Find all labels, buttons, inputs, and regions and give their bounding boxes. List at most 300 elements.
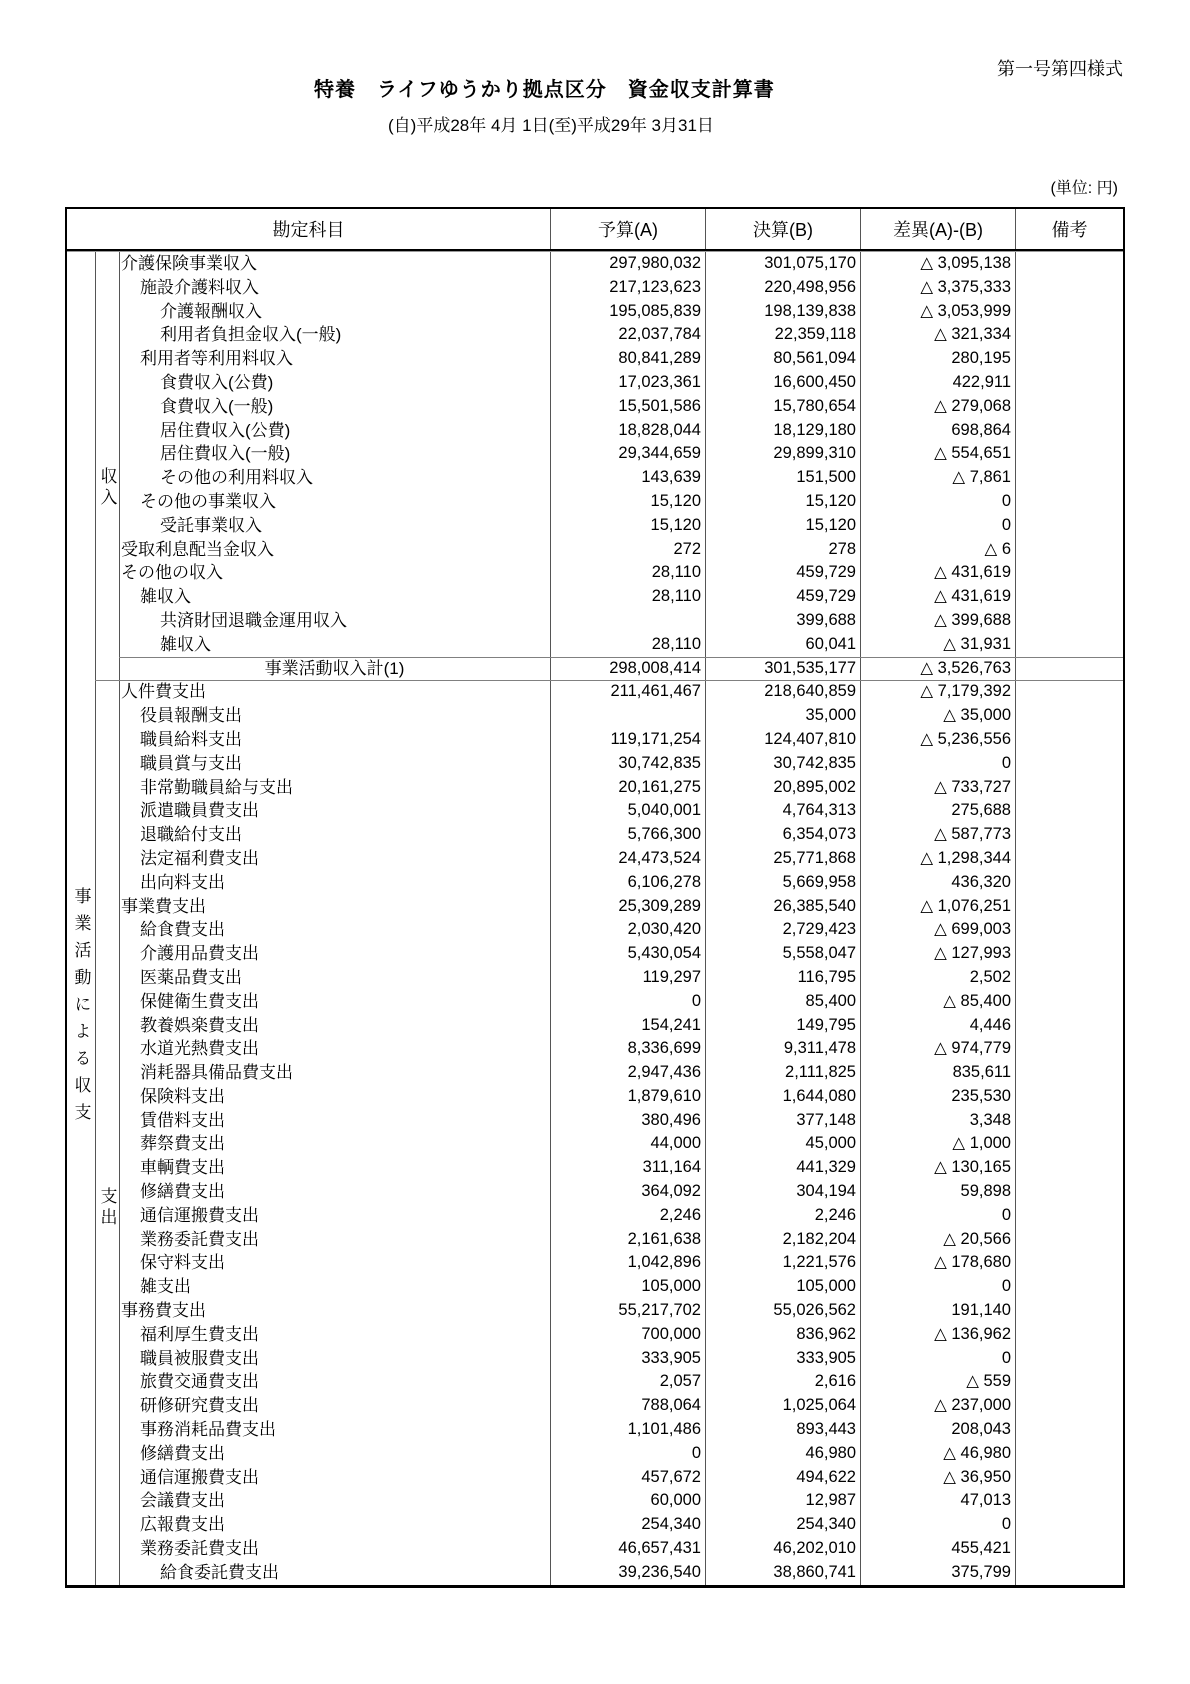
difference-cell: △ 7,179,392 — [861, 680, 1016, 704]
difference-cell: △ 6 — [861, 538, 1016, 562]
budget-cell: 1,101,486 — [551, 1418, 706, 1442]
account-cell: 事業費支出 — [119, 895, 551, 919]
table-header-row — [67, 209, 1123, 251]
table-row — [67, 514, 1123, 538]
budget-cell: 29,344,659 — [551, 442, 706, 466]
col-header-actual: 決算(B) — [706, 209, 861, 249]
remarks-cell — [1016, 419, 1123, 443]
remarks-cell — [1016, 871, 1123, 895]
account-cell: 利用者等利用料収入 — [119, 347, 551, 371]
budget-cell: 119,171,254 — [551, 728, 706, 752]
budget-cell: 15,120 — [551, 490, 706, 514]
remarks-cell — [1016, 966, 1123, 990]
remarks-cell — [1016, 1442, 1123, 1466]
actual-cell: 85,400 — [706, 990, 861, 1014]
actual-cell: 15,120 — [706, 514, 861, 538]
table-row — [67, 466, 1123, 490]
table-row — [67, 1132, 1123, 1156]
difference-cell: △ 3,375,333 — [861, 276, 1016, 300]
budget-cell: 15,501,586 — [551, 395, 706, 419]
difference-cell: 235,530 — [861, 1085, 1016, 1109]
actual-cell: 301,075,170 — [706, 252, 861, 276]
difference-cell: △ 974,779 — [861, 1037, 1016, 1061]
account-cell: 修繕費支出 — [119, 1442, 551, 1466]
account-cell: 研修研究費支出 — [119, 1394, 551, 1418]
budget-cell: 60,000 — [551, 1489, 706, 1513]
table-row — [67, 633, 1123, 657]
difference-cell: 0 — [861, 1204, 1016, 1228]
account-cell: 介護用品費支出 — [119, 942, 551, 966]
actual-cell: 5,558,047 — [706, 942, 861, 966]
actual-cell: 80,561,094 — [706, 347, 861, 371]
table-row — [67, 347, 1123, 371]
remarks-cell — [1016, 1561, 1123, 1585]
account-cell: 受取利息配当金収入 — [119, 538, 551, 562]
account-cell: 車輌費支出 — [119, 1156, 551, 1180]
difference-cell: △ 1,298,344 — [861, 847, 1016, 871]
table-row — [67, 490, 1123, 514]
budget-cell: 311,164 — [551, 1156, 706, 1180]
difference-cell: 208,043 — [861, 1418, 1016, 1442]
table-row — [67, 823, 1123, 847]
table-row — [67, 561, 1123, 585]
table-row — [67, 609, 1123, 633]
remarks-cell — [1016, 561, 1123, 585]
remarks-cell — [1016, 1513, 1123, 1537]
report-period: (自)平成28年 4月 1日(至)平成29年 3月31日 — [388, 116, 714, 135]
budget-cell: 0 — [551, 1442, 706, 1466]
budget-cell: 30,742,835 — [551, 752, 706, 776]
account-cell: 事業活動収入計(1) — [119, 657, 551, 681]
account-cell: 受託事業収入 — [119, 514, 551, 538]
difference-cell: 375,799 — [861, 1561, 1016, 1585]
budget-cell: 25,309,289 — [551, 895, 706, 919]
table-row — [67, 1061, 1123, 1085]
account-cell: 食費収入(一般) — [119, 395, 551, 419]
table-row — [67, 1037, 1123, 1061]
remarks-cell — [1016, 823, 1123, 847]
remarks-cell — [1016, 1156, 1123, 1180]
actual-cell: 2,182,204 — [706, 1228, 861, 1252]
budget-cell — [551, 609, 706, 633]
difference-cell: 47,013 — [861, 1489, 1016, 1513]
remarks-cell — [1016, 1299, 1123, 1323]
difference-cell: 436,320 — [861, 871, 1016, 895]
actual-cell: 198,139,838 — [706, 300, 861, 324]
col-header-budget: 予算(A) — [551, 209, 706, 249]
difference-cell: △ 85,400 — [861, 990, 1016, 1014]
remarks-cell — [1016, 1228, 1123, 1252]
table-row — [67, 990, 1123, 1014]
account-cell: 職員賞与支出 — [119, 752, 551, 776]
actual-cell: 441,329 — [706, 1156, 861, 1180]
table-row — [67, 1442, 1123, 1466]
actual-cell: 6,354,073 — [706, 823, 861, 847]
actual-cell: 30,742,835 — [706, 752, 861, 776]
table-row — [67, 1513, 1123, 1537]
remarks-cell — [1016, 895, 1123, 919]
table-row — [67, 538, 1123, 562]
budget-cell: 55,217,702 — [551, 1299, 706, 1323]
budget-cell: 39,236,540 — [551, 1561, 706, 1585]
actual-cell: 45,000 — [706, 1132, 861, 1156]
actual-cell: 15,780,654 — [706, 395, 861, 419]
section-label-expense: 支出 — [97, 1187, 117, 1229]
account-cell: 利用者負担金収入(一般) — [119, 323, 551, 347]
difference-cell: △ 699,003 — [861, 918, 1016, 942]
remarks-cell — [1016, 276, 1123, 300]
budget-cell: 1,879,610 — [551, 1085, 706, 1109]
difference-cell: 59,898 — [861, 1180, 1016, 1204]
table-row — [67, 1347, 1123, 1371]
budget-cell: 217,123,623 — [551, 276, 706, 300]
table-body — [67, 251, 1123, 1585]
remarks-cell — [1016, 1394, 1123, 1418]
table-row — [67, 1323, 1123, 1347]
table-row — [67, 1275, 1123, 1299]
account-cell: 雑収入 — [119, 585, 551, 609]
actual-cell: 149,795 — [706, 1014, 861, 1038]
actual-cell: 151,500 — [706, 466, 861, 490]
remarks-cell — [1016, 371, 1123, 395]
actual-cell: 333,905 — [706, 1347, 861, 1371]
actual-cell: 116,795 — [706, 966, 861, 990]
difference-cell: 0 — [861, 490, 1016, 514]
remarks-cell — [1016, 1466, 1123, 1490]
table-row — [67, 1466, 1123, 1490]
budget-cell: 2,030,420 — [551, 918, 706, 942]
difference-cell: 2,502 — [861, 966, 1016, 990]
difference-cell: △ 1,000 — [861, 1132, 1016, 1156]
budget-cell: 28,110 — [551, 633, 706, 657]
actual-cell: 9,311,478 — [706, 1037, 861, 1061]
budget-cell: 8,336,699 — [551, 1037, 706, 1061]
remarks-cell — [1016, 585, 1123, 609]
remarks-cell — [1016, 323, 1123, 347]
actual-cell: 15,120 — [706, 490, 861, 514]
difference-cell: 0 — [861, 1513, 1016, 1537]
budget-cell: 2,947,436 — [551, 1061, 706, 1085]
remarks-cell — [1016, 728, 1123, 752]
table-row — [67, 1204, 1123, 1228]
table-row — [67, 1085, 1123, 1109]
account-cell: 給食費支出 — [119, 918, 551, 942]
difference-cell: △ 237,000 — [861, 1394, 1016, 1418]
remarks-cell — [1016, 942, 1123, 966]
difference-cell: △ 321,334 — [861, 323, 1016, 347]
actual-cell: 1,025,064 — [706, 1394, 861, 1418]
table-row — [67, 1014, 1123, 1038]
table-row — [67, 585, 1123, 609]
remarks-cell — [1016, 1132, 1123, 1156]
remarks-cell — [1016, 1370, 1123, 1394]
table-row — [67, 871, 1123, 895]
remarks-cell — [1016, 442, 1123, 466]
actual-cell: 301,535,177 — [706, 657, 861, 681]
account-cell: 退職給付支出 — [119, 823, 551, 847]
table-row — [67, 799, 1123, 823]
difference-cell: 0 — [861, 752, 1016, 776]
difference-cell: 698,864 — [861, 419, 1016, 443]
table-row — [67, 371, 1123, 395]
page-title: 特養 ライフゆうかり拠点区分 資金収支計算書 — [314, 79, 775, 101]
col-header-difference: 差異(A)-(B) — [861, 209, 1016, 249]
budget-cell: 2,161,638 — [551, 1228, 706, 1252]
budget-cell: 298,008,414 — [551, 657, 706, 681]
table-row — [67, 657, 1123, 681]
budget-cell: 5,040,001 — [551, 799, 706, 823]
remarks-cell — [1016, 918, 1123, 942]
account-cell: 居住費収入(公費) — [119, 419, 551, 443]
difference-cell: △ 279,068 — [861, 395, 1016, 419]
remarks-cell — [1016, 347, 1123, 371]
remarks-cell — [1016, 1014, 1123, 1038]
table-row — [67, 1251, 1123, 1275]
budget-cell: 2,057 — [551, 1370, 706, 1394]
remarks-cell — [1016, 514, 1123, 538]
section-label-income: 収入 — [97, 467, 117, 509]
difference-cell: △ 587,773 — [861, 823, 1016, 847]
account-cell: 旅費交通費支出 — [119, 1370, 551, 1394]
budget-cell: 457,672 — [551, 1466, 706, 1490]
table-row — [67, 1180, 1123, 1204]
difference-cell: 275,688 — [861, 799, 1016, 823]
account-cell: 広報費支出 — [119, 1513, 551, 1537]
col-header-remarks: 備考 — [1051, 220, 1088, 240]
actual-cell: 399,688 — [706, 609, 861, 633]
account-cell: 賃借料支出 — [119, 1109, 551, 1133]
table-row — [67, 942, 1123, 966]
remarks-cell — [1016, 490, 1123, 514]
account-cell: 通信運搬費支出 — [119, 1466, 551, 1490]
budget-cell: 195,085,839 — [551, 300, 706, 324]
remarks-cell — [1016, 1323, 1123, 1347]
account-cell: 保険料支出 — [119, 1085, 551, 1109]
actual-cell: 278 — [706, 538, 861, 562]
budget-cell: 0 — [551, 990, 706, 1014]
difference-cell: 455,421 — [861, 1537, 1016, 1561]
difference-cell: △ 733,727 — [861, 776, 1016, 800]
account-cell: 雑収入 — [119, 633, 551, 657]
budget-cell — [551, 704, 706, 728]
table-row — [67, 1489, 1123, 1513]
remarks-cell — [1016, 1251, 1123, 1275]
account-cell: 共済財団退職金運用収入 — [119, 609, 551, 633]
table-row — [67, 728, 1123, 752]
budget-cell: 211,461,467 — [551, 680, 706, 704]
table-row — [67, 680, 1123, 704]
remarks-cell — [1016, 1085, 1123, 1109]
difference-cell: 0 — [861, 1347, 1016, 1371]
actual-cell: 18,129,180 — [706, 419, 861, 443]
difference-cell: △ 399,688 — [861, 609, 1016, 633]
remarks-cell — [1016, 395, 1123, 419]
account-cell: 職員給料支出 — [119, 728, 551, 752]
remarks-cell — [1016, 1180, 1123, 1204]
table-row — [67, 1418, 1123, 1442]
account-cell: 介護報酬収入 — [119, 300, 551, 324]
account-cell: 保健衛生費支出 — [119, 990, 551, 1014]
account-cell: 事務費支出 — [119, 1299, 551, 1323]
budget-cell: 20,161,275 — [551, 776, 706, 800]
difference-cell: △ 3,526,763 — [861, 657, 1016, 681]
difference-cell: △ 559 — [861, 1370, 1016, 1394]
actual-cell: 304,194 — [706, 1180, 861, 1204]
remarks-cell — [1016, 990, 1123, 1014]
difference-cell: 0 — [861, 514, 1016, 538]
remarks-cell — [1016, 252, 1123, 276]
account-cell: 非常勤職員給与支出 — [119, 776, 551, 800]
form-number-label: 第一号第四様式 — [997, 59, 1123, 79]
account-cell: その他の事業収入 — [119, 490, 551, 514]
difference-cell: 835,611 — [861, 1061, 1016, 1085]
table-row — [67, 704, 1123, 728]
remarks-cell — [1016, 1489, 1123, 1513]
difference-cell: △ 7,861 — [861, 466, 1016, 490]
cash-flow-table — [65, 207, 1125, 1588]
difference-cell: △ 127,993 — [861, 942, 1016, 966]
actual-cell: 254,340 — [706, 1513, 861, 1537]
actual-cell: 1,644,080 — [706, 1085, 861, 1109]
remarks-cell — [1016, 1537, 1123, 1561]
budget-cell: 272 — [551, 538, 706, 562]
account-cell: 人件費支出 — [119, 680, 551, 704]
difference-cell: 422,911 — [861, 371, 1016, 395]
table-row — [67, 776, 1123, 800]
remarks-cell — [1016, 1061, 1123, 1085]
account-cell: 会議費支出 — [119, 1489, 551, 1513]
inout-column-divider — [119, 252, 120, 1585]
subtotal-top-rule — [119, 657, 1123, 658]
difference-cell: △ 3,053,999 — [861, 300, 1016, 324]
remarks-cell — [1016, 1275, 1123, 1299]
account-cell: 業務委託費支出 — [119, 1537, 551, 1561]
budget-cell: 143,639 — [551, 466, 706, 490]
actual-cell: 26,385,540 — [706, 895, 861, 919]
actual-cell: 12,987 — [706, 1489, 861, 1513]
actual-cell: 105,000 — [706, 1275, 861, 1299]
account-cell: 医薬品費支出 — [119, 966, 551, 990]
budget-cell: 297,980,032 — [551, 252, 706, 276]
actual-cell: 46,202,010 — [706, 1537, 861, 1561]
difference-cell: 280,195 — [861, 347, 1016, 371]
budget-cell: 17,023,361 — [551, 371, 706, 395]
remarks-cell — [1016, 300, 1123, 324]
budget-cell: 5,430,054 — [551, 942, 706, 966]
remarks-cell — [1016, 657, 1123, 681]
budget-cell: 154,241 — [551, 1014, 706, 1038]
table-row — [67, 1394, 1123, 1418]
table-row — [67, 1109, 1123, 1133]
budget-cell: 5,766,300 — [551, 823, 706, 847]
table-row — [67, 442, 1123, 466]
remarks-cell — [1016, 799, 1123, 823]
unit-note: (単位: 円) — [1050, 180, 1118, 197]
account-cell: 事務消耗品費支出 — [119, 1418, 551, 1442]
table-row — [67, 1299, 1123, 1323]
table-row — [67, 1228, 1123, 1252]
remarks-cell — [1016, 466, 1123, 490]
table-row — [67, 918, 1123, 942]
difference-cell: △ 178,680 — [861, 1251, 1016, 1275]
budget-cell: 80,841,289 — [551, 347, 706, 371]
actual-cell: 4,764,313 — [706, 799, 861, 823]
income-expense-divider — [95, 680, 1123, 681]
account-cell: 食費収入(公費) — [119, 371, 551, 395]
budget-cell: 28,110 — [551, 561, 706, 585]
actual-cell: 29,899,310 — [706, 442, 861, 466]
budget-cell: 46,657,431 — [551, 1537, 706, 1561]
table-row — [67, 847, 1123, 871]
difference-cell: △ 46,980 — [861, 1442, 1016, 1466]
actual-cell: 220,498,956 — [706, 276, 861, 300]
table-row — [67, 323, 1123, 347]
table-row — [67, 1561, 1123, 1585]
budget-cell: 24,473,524 — [551, 847, 706, 871]
budget-cell: 28,110 — [551, 585, 706, 609]
actual-cell: 2,616 — [706, 1370, 861, 1394]
table-row — [67, 300, 1123, 324]
remarks-cell — [1016, 776, 1123, 800]
actual-cell: 35,000 — [706, 704, 861, 728]
actual-cell: 2,246 — [706, 1204, 861, 1228]
table-row — [67, 1537, 1123, 1561]
actual-cell: 46,980 — [706, 1442, 861, 1466]
remarks-cell — [1016, 1204, 1123, 1228]
remarks-cell — [1016, 704, 1123, 728]
account-cell: その他の利用料収入 — [119, 466, 551, 490]
budget-cell: 44,000 — [551, 1132, 706, 1156]
table-row — [67, 419, 1123, 443]
difference-cell: 3,348 — [861, 1109, 1016, 1133]
account-cell: 水道光熱費支出 — [119, 1037, 551, 1061]
actual-cell: 16,600,450 — [706, 371, 861, 395]
table-row — [67, 966, 1123, 990]
actual-cell: 2,729,423 — [706, 918, 861, 942]
remarks-cell — [1016, 633, 1123, 657]
table-row — [67, 1156, 1123, 1180]
section-label-operating-activities: 事業活動による収支 — [71, 886, 91, 1130]
account-cell: 施設介護料収入 — [119, 276, 551, 300]
table-row — [67, 276, 1123, 300]
budget-cell: 1,042,896 — [551, 1251, 706, 1275]
difference-cell: △ 36,950 — [861, 1466, 1016, 1490]
account-cell: 給食委託費支出 — [119, 1561, 551, 1585]
account-cell: 法定福利費支出 — [119, 847, 551, 871]
remarks-cell — [1016, 847, 1123, 871]
difference-cell: △ 554,651 — [861, 442, 1016, 466]
budget-cell: 364,092 — [551, 1180, 706, 1204]
difference-cell: △ 35,000 — [861, 704, 1016, 728]
account-cell: 消耗器具備品費支出 — [119, 1061, 551, 1085]
actual-cell: 459,729 — [706, 561, 861, 585]
account-cell: 介護保険事業収入 — [119, 252, 551, 276]
account-cell: 出向料支出 — [119, 871, 551, 895]
difference-cell: 0 — [861, 1275, 1016, 1299]
remarks-cell — [1016, 680, 1123, 704]
budget-cell: 6,106,278 — [551, 871, 706, 895]
remarks-cell — [1016, 1347, 1123, 1371]
budget-cell: 22,037,784 — [551, 323, 706, 347]
account-cell: 雑支出 — [119, 1275, 551, 1299]
budget-cell: 105,000 — [551, 1275, 706, 1299]
remarks-cell — [1016, 752, 1123, 776]
account-cell: 葬祭費支出 — [119, 1132, 551, 1156]
actual-cell: 1,221,576 — [706, 1251, 861, 1275]
budget-cell: 18,828,044 — [551, 419, 706, 443]
account-cell: 居住費収入(一般) — [119, 442, 551, 466]
remarks-cell — [1016, 609, 1123, 633]
